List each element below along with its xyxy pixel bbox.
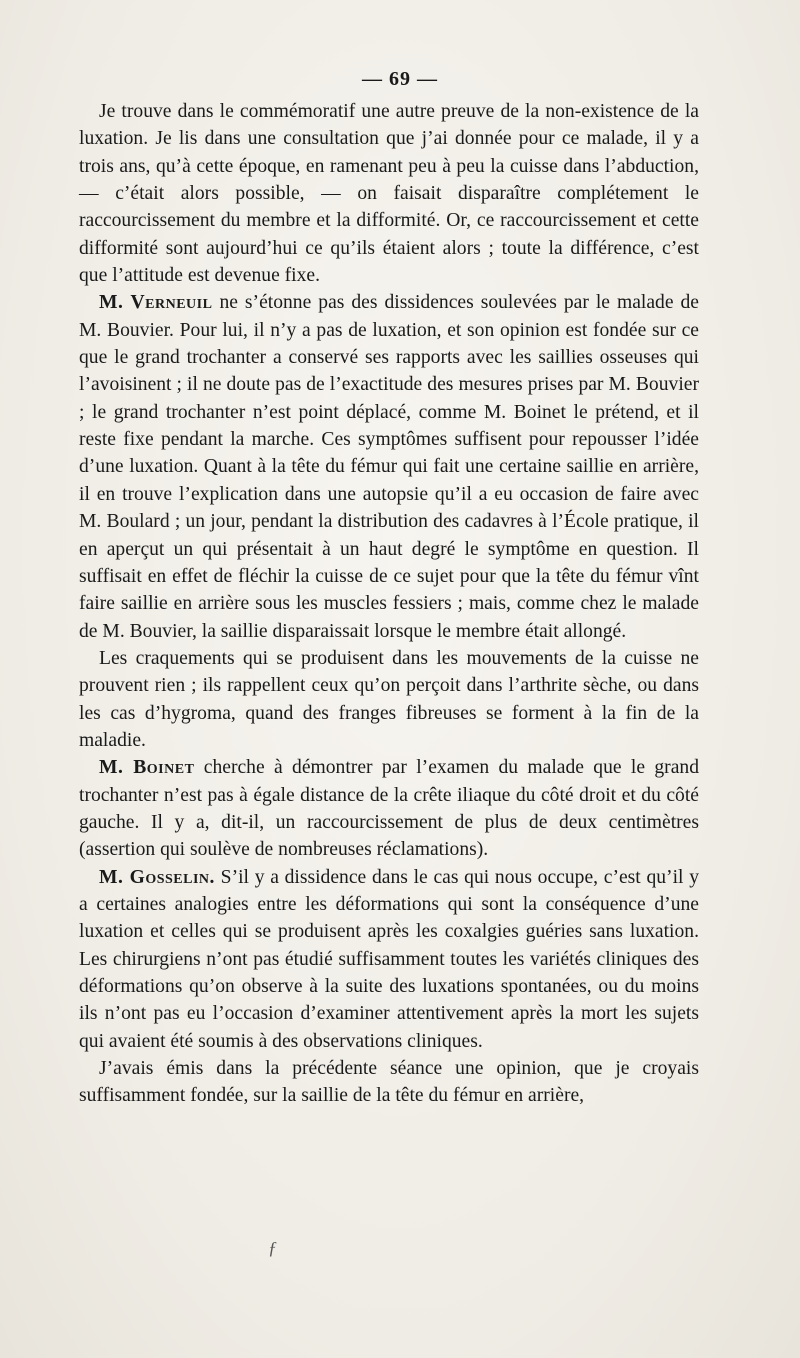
paragraph-6: [79, 1055, 699, 1110]
paragraph-6-text: J’avais émis dans la précédente séance une opinion, que je croyais suffisamment fondée, sur la saillie de la tête du fémur en arrière,: [79, 1058, 699, 1107]
paragraph-5: [79, 864, 699, 1055]
footer-mark: ƒ: [268, 1238, 277, 1258]
paragraph-1-text: Je trouve dans le commémoratif une autre preuve de la non-existence de la luxation. Je lis dans une consultation que j’ai donnée pour ce malade, il y a trois ans, qu’à cette époque, en ramenant peu à peu la cuisse dans l’abduction, — c’était alors possible, — on faisait disparaître complétement le raccourcissement du membre et la difformité. Or, ce raccourcissement et cette difformité sont aujourd’hui ce qu’ils étaient alors ; toute la différence, c’est que l’attitude est devenue fixe.: [79, 101, 699, 287]
paragraph-4: [79, 754, 699, 863]
paragraph-5-text: S’il y a dissidence dans le cas qui nous occupe, c’est qu’il y a certaines analogies entre les déformations qui sont la conséquence d’une luxation et celles qui se produisent après les coxalgies guéries sans luxation. Les chirurgiens n’ont pas étudié suffisamment toutes les variétés cliniques des déformations qu’on observe à la suite des luxations spontanées, ou du moins ils n’ont pas eu l’occasion d’examiner attentivement après la mort les sujets qui avaient été soumis à des observations cliniques.: [79, 866, 699, 1052]
page-number: — 69 —: [362, 68, 438, 90]
paragraph-3: [79, 645, 699, 754]
paragraph-4-text: cherche à démontrer par l’examen du malade que le grand trochanter n’est pas à égale distance de la crête iliaque du côté droit et du côté gauche. Il y a, dit-il, un raccourcissement de plus de deux centimètres (assertion qui soulève de nombreuses réclamations).: [79, 757, 699, 861]
paragraph-1: [79, 98, 699, 289]
speaker-verneuil: M. Verneuil: [99, 292, 213, 314]
speaker-boinet: M. Boinet: [99, 757, 195, 779]
paragraph-2-text: ne s’étonne pas des dissidences soulevées par le malade de M. Bouvier. Pour lui, il n’y a pas de luxation, et son opinion est fondée sur ce que le grand trochanter a conservé ses rapports avec les saillies osseuses qui l’avoisinent ; il ne doute pas de l’exactitude des mesures prises par M. Bouvier ; le grand trochanter n’est point déplacé, comme M. Boinet le prétend, et il reste fixe pendant la marche. Ces symptômes suffisent pour repousser l’idée d’une luxation. Quant à la tête du fémur qui fait une certaine saillie en arrière, il en trouve l’explication dans une autopsie qu’il a eu occasion de faire avec M. Boulard ; un jour, pendant la distribution des cadavres à l’École pratique, il en aperçut un qui présentait à un haut degré le symptôme en question. Il suffisait en effet de fléchir la cuisse de ce sujet pour que la tête du fémur vînt faire saillie en arrière sous les muscles fessiers ; mais, comme chez le malade de M. Bouvier, la saillie disparaissait lorsque le membre était allongé.: [79, 292, 699, 642]
paragraph-3-text: Les craquements qui se produisent dans les mouvements de la cuisse ne prouvent rien ; ils rappellent ceux qu’on perçoit dans l’arthrite sèche, ou dans les cas d’hygroma, quand des franges fibreuses se forment à la fin de la maladie.: [79, 647, 699, 751]
body-text: [79, 98, 699, 1110]
paragraph-2: [79, 289, 699, 644]
speaker-gosselin: M. Gosselin.: [99, 866, 215, 888]
